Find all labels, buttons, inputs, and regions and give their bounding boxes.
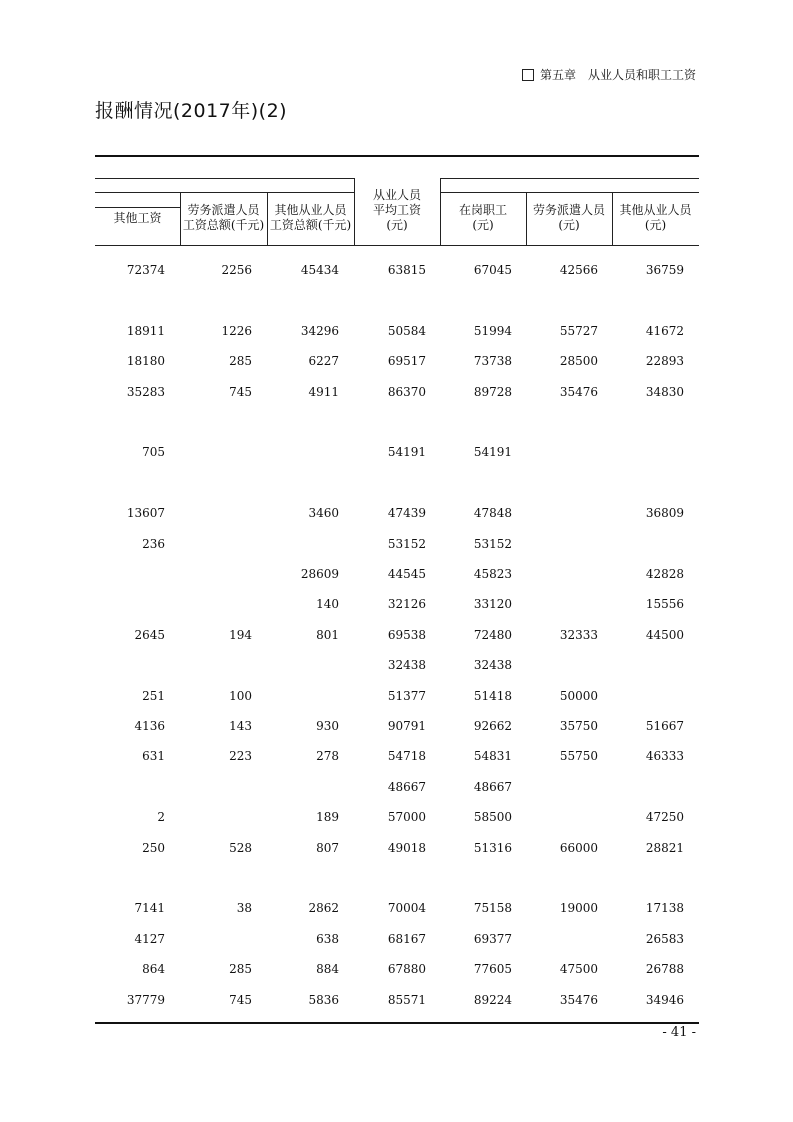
table-cell: 28609 [300, 567, 339, 581]
table-cell: 251 [142, 688, 165, 703]
table-cell: 930 [316, 719, 339, 733]
table-cell: 34830 [645, 384, 684, 399]
table-cell: 19000 [559, 901, 598, 916]
table-cell: 18911 [126, 323, 165, 338]
column-header: 劳务派遣人员 工资总额(千元) [182, 203, 265, 232]
table-cell: 42828 [645, 567, 684, 581]
table-cell: 53152 [387, 536, 426, 551]
table-cell: 34296 [300, 323, 339, 338]
table-cell: 17138 [645, 901, 684, 916]
header-line [440, 192, 699, 193]
table-cell: 22893 [645, 354, 684, 369]
table-cell: 45434 [300, 263, 339, 277]
table-cell: 18180 [126, 354, 165, 369]
table-cell: 278 [316, 749, 339, 764]
table-cell: 34946 [645, 992, 684, 1007]
top-rule [95, 155, 699, 157]
table-cell: 631 [142, 749, 165, 764]
table-cell: 6227 [308, 354, 339, 369]
table-cell: 140 [316, 597, 339, 612]
table-cell: 57000 [387, 810, 426, 825]
table-cell: 2645 [134, 627, 165, 642]
table-cell: 13607 [126, 506, 165, 521]
column-header: 其他从业人员 工资总额(千元) [269, 203, 352, 232]
table-cell: 745 [229, 384, 252, 399]
table-cell: 285 [229, 354, 252, 369]
table-cell: 36759 [645, 263, 684, 277]
table-cell: 2862 [308, 901, 339, 916]
table-cell: 705 [142, 445, 165, 460]
table-cell: 26583 [645, 931, 684, 946]
table-cell: 3460 [308, 506, 339, 521]
table-cell: 189 [316, 810, 339, 825]
table-cell: 32438 [387, 658, 426, 673]
table-cell: 26788 [645, 962, 684, 977]
table-cell: 1226 [221, 323, 252, 338]
table-cell: 194 [229, 627, 252, 642]
table-cell: 44545 [387, 567, 426, 581]
table-cell: 4136 [134, 719, 165, 733]
table-cell: 45823 [473, 567, 512, 581]
column-header: 从业人员 平均工资 (元) [372, 188, 421, 232]
table-cell: 48667 [387, 779, 426, 794]
table-cell: 223 [229, 749, 252, 764]
table-cell: 35476 [559, 992, 598, 1007]
table-cell: 72374 [126, 263, 165, 277]
table-cell: 35476 [559, 384, 598, 399]
table-cell: 51994 [473, 323, 512, 338]
table-cell: 4127 [134, 931, 165, 946]
table-cell: 89728 [473, 384, 512, 399]
table-cell: 143 [229, 719, 252, 733]
table-cell: 44500 [645, 627, 684, 642]
table-cell: 50000 [559, 688, 598, 703]
table-cell: 2256 [221, 263, 252, 277]
table-cell: 2 [157, 810, 165, 825]
table-cell: 33120 [473, 597, 512, 612]
table-cell: 67880 [387, 962, 426, 977]
page-title: 报酬情况(2017年)(2) [95, 100, 288, 122]
table-cell: 236 [142, 536, 165, 551]
table-cell: 5836 [308, 992, 339, 1007]
table-cell: 38 [236, 901, 252, 916]
chapter-header [522, 66, 696, 83]
table-cell: 32438 [473, 658, 512, 673]
table-cell: 864 [142, 962, 165, 977]
table-cell: 36809 [645, 506, 684, 521]
header-line [95, 207, 180, 208]
square-icon [522, 69, 534, 81]
table-cell: 73738 [473, 354, 512, 369]
table-cell: 63815 [387, 263, 426, 277]
table-cell: 89224 [473, 992, 512, 1007]
table-cell: 92662 [473, 719, 512, 733]
table-cell: 100 [229, 688, 252, 703]
table-cell: 48667 [473, 779, 512, 794]
table-cell: 35283 [126, 384, 165, 399]
table-cell: 70004 [387, 901, 426, 916]
table-cell: 250 [142, 840, 165, 855]
table-cell: 72480 [473, 627, 512, 642]
table-cell: 54191 [473, 445, 512, 460]
table-cell: 51316 [473, 840, 512, 855]
bottom-rule [95, 1022, 699, 1024]
table-cell: 42566 [559, 263, 598, 277]
header-line [95, 178, 355, 179]
table-cell: 85571 [387, 992, 426, 1007]
table-cell: 49018 [387, 840, 426, 855]
table-cell: 55727 [559, 323, 598, 338]
table-cell: 15556 [645, 597, 684, 612]
table-cell: 7141 [134, 901, 165, 916]
table-cell: 51667 [645, 719, 684, 733]
table-cell: 77605 [473, 962, 512, 977]
table-cell: 58500 [473, 810, 512, 825]
table-cell: 41672 [645, 323, 684, 338]
table-cell: 807 [316, 840, 339, 855]
column-header: 劳务派遣人员 (元) [532, 203, 605, 232]
table-cell: 37779 [126, 992, 165, 1007]
table-cell: 4911 [308, 384, 339, 399]
table-cell: 69517 [387, 354, 426, 369]
table-cell: 54718 [387, 749, 426, 764]
table-cell: 884 [316, 962, 339, 977]
table-cell: 69377 [473, 931, 512, 946]
table-cell: 69538 [387, 627, 426, 642]
table-cell: 55750 [559, 749, 598, 764]
header-bottom-line [95, 245, 699, 246]
table-cell: 47848 [473, 506, 512, 521]
column-header: 其他工资 [113, 210, 162, 225]
table-cell: 51377 [387, 688, 426, 703]
page-number: - 41 - [662, 1025, 696, 1040]
table-cell: 35750 [559, 719, 598, 733]
table-cell: 53152 [473, 536, 512, 551]
table-cell: 32333 [559, 627, 598, 642]
table-cell: 75158 [473, 901, 512, 916]
column-header: 在岗职工 (元) [458, 203, 507, 232]
table-cell: 28821 [645, 840, 684, 855]
table-cell: 54831 [473, 749, 512, 764]
table-cell: 90791 [387, 719, 426, 733]
table-cell: 54191 [387, 445, 426, 460]
table-cell: 86370 [387, 384, 426, 399]
table-cell: 28500 [559, 354, 598, 369]
table-cell: 801 [316, 627, 339, 642]
table-cell: 67045 [473, 263, 512, 277]
table-cell: 32126 [387, 597, 426, 612]
table-cell: 46333 [645, 749, 684, 764]
table-cell: 47250 [645, 810, 684, 825]
table-cell: 285 [229, 962, 252, 977]
table-cell: 50584 [387, 323, 426, 338]
column-header: 其他从业人员 (元) [619, 203, 692, 232]
table-cell: 638 [316, 931, 339, 946]
chapter-title: 第五章 从业人员和职工工资 [539, 68, 696, 82]
table-cell: 528 [229, 840, 252, 855]
table-cell: 745 [229, 992, 252, 1007]
table-cell: 68167 [387, 931, 426, 946]
header-line [440, 178, 699, 179]
header-line [95, 192, 355, 193]
table-cell: 66000 [559, 840, 598, 855]
table-cell: 51418 [473, 688, 512, 703]
table-cell: 47439 [387, 506, 426, 521]
table-cell: 47500 [559, 962, 598, 977]
